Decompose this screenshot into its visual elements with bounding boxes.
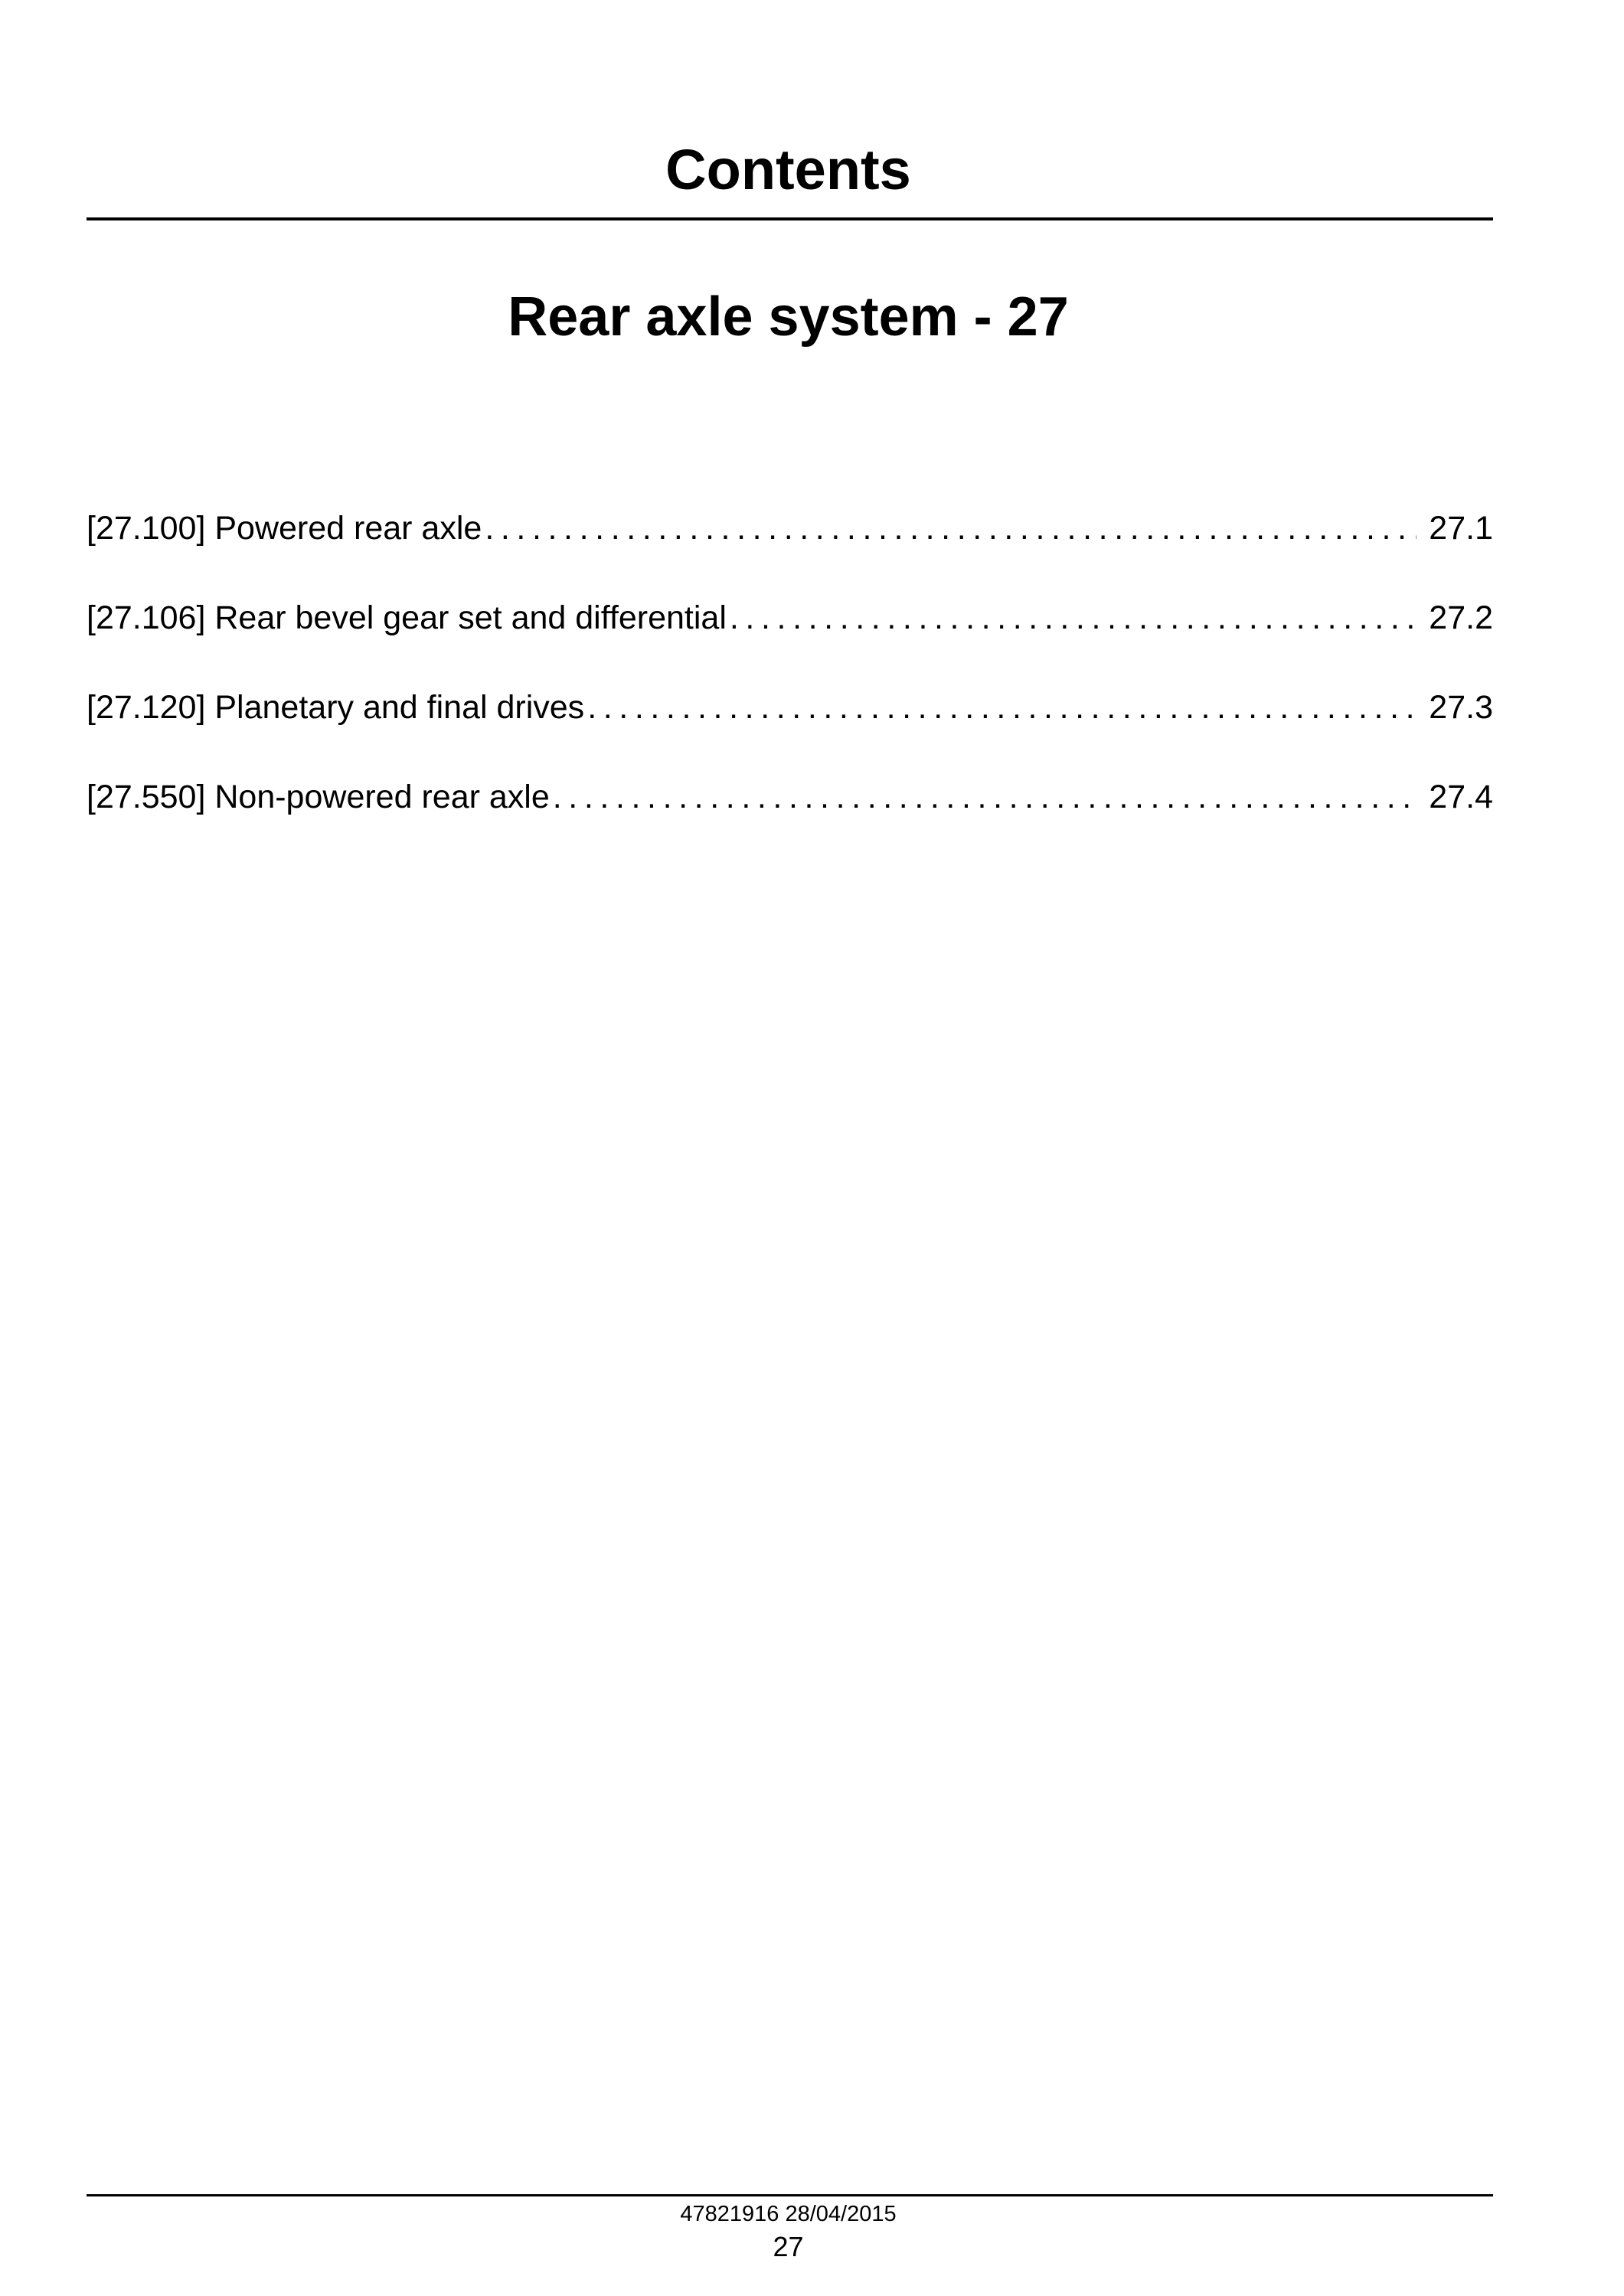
toc-entry[interactable] [87, 587, 1493, 677]
table-of-contents [87, 498, 1493, 856]
toc-entry-page: 27.4 [1429, 779, 1493, 815]
toc-entry[interactable] [87, 766, 1493, 856]
toc-entry-page: 27.1 [1429, 510, 1493, 547]
toc-entry-title: [27.106] Rear bevel gear set and differential [87, 599, 727, 636]
toc-dot-leader [485, 498, 1417, 559]
toc-dot-leader [553, 766, 1417, 828]
toc-entry[interactable] [87, 677, 1493, 766]
toc-entry-title: [27.120] Planetary and final drives [87, 689, 585, 726]
footer-document-code: 47821916 28/04/2015 [680, 2202, 897, 2226]
bottom-divider [87, 2194, 1493, 2196]
section-title: Rear axle system - 27 [508, 286, 1069, 348]
toc-entry-page: 27.3 [1429, 689, 1493, 726]
toc-entry-page: 27.2 [1429, 599, 1493, 636]
page-heading: Contents [665, 138, 911, 201]
top-divider [87, 217, 1493, 220]
footer-page-number: 27 [773, 2231, 804, 2262]
toc-dot-leader [587, 677, 1417, 738]
toc-entry-title: [27.550] Non-powered rear axle [87, 779, 550, 815]
toc-entry[interactable] [87, 498, 1493, 587]
toc-entry-title: [27.100] Powered rear axle [87, 510, 482, 547]
toc-dot-leader [730, 587, 1417, 648]
